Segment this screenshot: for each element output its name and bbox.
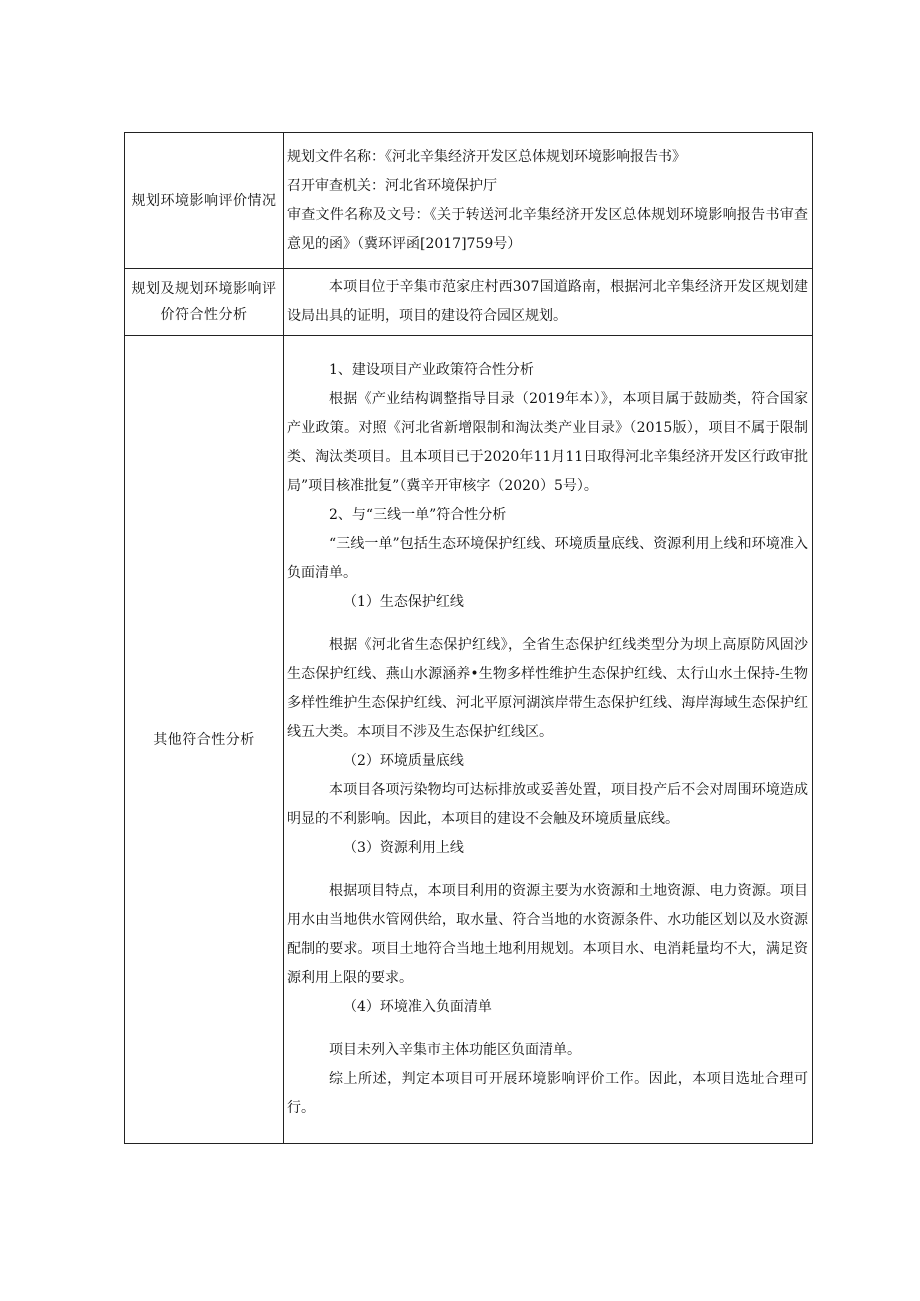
table-row (125, 269, 813, 336)
row-label (125, 269, 284, 336)
row-label-text: 其他符合性分析 (153, 731, 255, 748)
paragraph: 本项目位于辛集市范家庄村西307国道路南，根据河北辛集经济开发区规划建设局出具的证明，项目的建设符合园区规划。 (287, 279, 808, 324)
subsection-heading: （2）环境质量底线 (343, 753, 464, 769)
paragraph: 根据《产业结构调整指导目录（2019年本）》，本项目属于鼓励类，符合国家产业政策。对照《河北省新增限制和淘汰类产业目录》（2015版），项目不属于限制类、淘汰类项目。且本项目已于2020年11月11日取得河北辛集经济开发区行政审批局”项目核准批复”（冀辛开审核字（2020）5号）。 (287, 391, 808, 494)
subsection-heading: （4）环境准入负面清单 (343, 999, 492, 1015)
row-content (284, 133, 813, 269)
row-label-text: 规划及规划环境影响评 (131, 281, 277, 297)
row-content (284, 336, 813, 1144)
plan-file-name: 规划文件名称：《河北辛集经济开发区总体规划环境影响报告书》 (287, 148, 686, 165)
paragraph: 根据《河北省生态保护红线》，全省生态保护红线类型分为坝上高原防风固沙生态保护红线、燕山水源涵养•生物多样性维护生态保护红线、太行山水土保持-生物多样性维护生态保护红线、河北平原河湖滨岸带生态保护红线、海岸海域生态保护红线五大类。本项目不涉及生态保护红线区。 (287, 637, 808, 740)
paragraph: 根据项目特点，本项目利用的资源主要为水资源和土地资源、电力资源。项目用水由当地供水管网供给，取水量、符合当地的水资源条件、水功能区划以及水资源配制的要求。项目土地符合当地土地利用规划。本项目水、电消耗量均不大，满足资源利用上限的要求。 (287, 883, 808, 986)
table-row (125, 336, 813, 1144)
review-document: 审查文件名称及文号：《关于转送河北辛集经济开发区总体规划环境影响报告书审查意见的函》（冀环评函[2017]759号） (287, 206, 808, 252)
paragraph: 项目未列入辛集市主体功能区负面清单。 (329, 1042, 581, 1058)
subsection-heading: （1）生态保护红线 (343, 594, 464, 610)
row-label-text: 规划环境影响评价情况 (131, 192, 277, 209)
section-heading: 2、与“三线一单”符合性分析 (329, 507, 507, 523)
document-table (124, 132, 813, 1144)
review-authority: 召开审查机关：河北省环境保护厅 (287, 177, 497, 194)
paragraph: “三线一单”包括生态环境保护红线、环境质量底线、资源利用上线和环境准入负面清单。 (287, 536, 808, 581)
row-label (125, 133, 284, 269)
table-row (125, 133, 813, 269)
row-content (284, 269, 813, 336)
row-label (125, 336, 284, 1144)
paragraph: 本项目各项污染物均可达标排放或妥善处置，项目投产后不会对周围环境造成明显的不利影响。因此，本项目的建设不会触及环境质量底线。 (287, 782, 808, 827)
paragraph: 综上所述，判定本项目可开展环境影响评价工作。因此，本项目选址合理可行。 (287, 1071, 808, 1116)
subsection-heading: （3）资源利用上线 (343, 840, 464, 856)
section-heading: 1、建设项目产业政策符合性分析 (329, 362, 534, 378)
row-label-text: 价符合性分析 (160, 307, 248, 323)
